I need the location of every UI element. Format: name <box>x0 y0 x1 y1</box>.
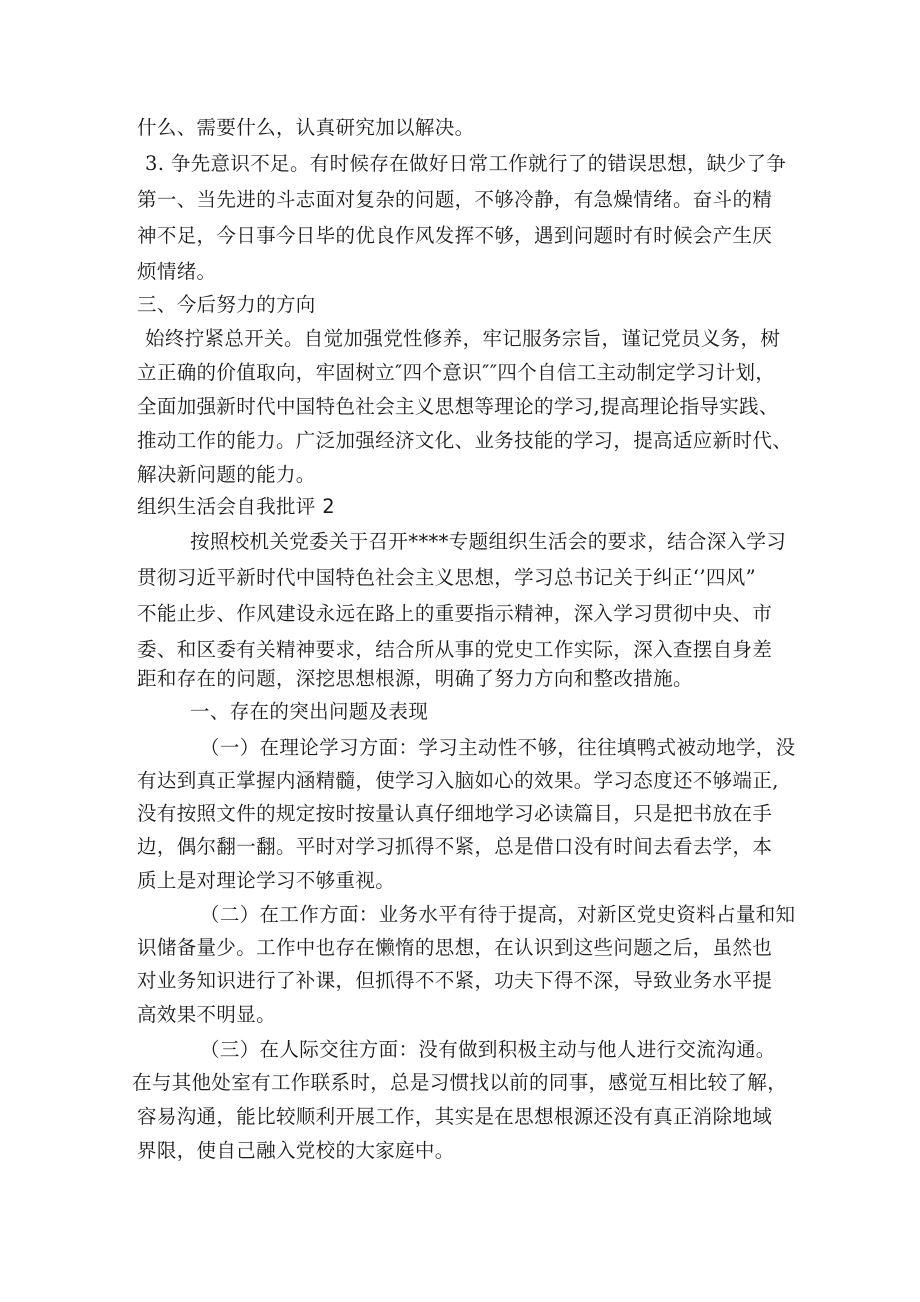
text-line: 立正确的价值取向，牢固树立″四个意识″″四个自信工主动制定学习计划， <box>137 361 776 384</box>
text-line: （三）在人际交往方面：没有做到积极主动与他人进行交流沟通。 <box>200 1038 776 1061</box>
text-line: 容易沟通，能比较顺利开展工作，其实是在思想根源还没有真正消除地域 <box>137 1105 773 1128</box>
text-line: 质上是对理论学习不够重视。 <box>137 869 396 892</box>
text-line: 高效果不明显。 <box>137 1003 276 1026</box>
text-line: 不能止步、作风建设永远在路上的重要指示精神，深入学习贯彻中央、市 <box>137 602 773 625</box>
text-line: 识储备量少。工作中也存在懒惰的思想，在认识到这些问题之后，虽然也 <box>137 936 773 959</box>
text-line: 有达到真正掌握内涵精髓，使学习入脑如心的效果。学习态度还不够端正, <box>137 769 779 792</box>
text-line: 委、和区委有关精神要求，结合所从事的党史工作实际，深入查摆自身差 <box>137 638 773 661</box>
text-line: 神不足，今日事今日毕的优良作风发挥不够，遇到问题时有时候会产生厌 <box>137 224 773 247</box>
text-line: 按照校机关党委关于召开****专题组织生活会的要求，结合深入学习 <box>190 530 787 553</box>
document-title: 组织生活会自我批评 2 <box>137 495 335 518</box>
text-line: 始终拧紧总开关。自觉加强党性修养，牢记服务宗旨，谨记党员义务，树 <box>145 327 781 350</box>
text-line: 边，偶尔翻一翻。平时对学习抓得不紧，总是借口没有时间去看去学，本 <box>137 835 773 858</box>
text-line: 全面加强新时代中国特色社会主义思想等理论的学习,提高理论指导实践、 <box>137 395 779 418</box>
text-line: 贯彻习近平新时代中国特色社会主义思想，学习总书记关于纠正‘’四风” <box>137 566 756 589</box>
text-line: 界限，使自己融入党校的大家庭中。 <box>137 1139 455 1162</box>
text-line: 在与其他处室有工作联系时，总是习惯找以前的同事，感觉互相比较了解， <box>132 1071 788 1094</box>
text-line: 对业务知识进行了补课，但抓得不不紧，功夫下得不深，导致业务水平提 <box>137 969 773 992</box>
text-line: （二）在工作方面：业务水平有待于提高，对新区党史资料占量和知 <box>200 903 796 926</box>
text-line: 第一、当先进的斗志面对复杂的问题，不够冷静，有急燥情绪。奋斗的精 <box>137 188 773 211</box>
text-line: 推动工作的能力。广泛加强经济文化、业务技能的学习，提高适应新时代、 <box>137 429 793 452</box>
text-line: （一）在理论学习方面：学习主动性不够，往往填鸭式被动地学，没 <box>200 736 796 759</box>
text-line: 烦情绪。 <box>137 260 217 283</box>
text-line: 没有按照文件的规定按时按量认真仔细地学习必读篇目，只是把书放在手 <box>137 802 773 825</box>
section-heading: 一、存在的突出问题及表现 <box>190 700 429 723</box>
text-line: 解决新问题的能力。 <box>137 463 316 486</box>
section-heading: 三、今后努力的方向 <box>137 293 316 316</box>
text-line: 什么、需要什么，认真研究加以解决。 <box>137 116 475 139</box>
text-line: 3. 争先意识不足。有时候存在做好日常工作就行了的错误思想，缺少了争 <box>145 152 787 175</box>
text-line: 距和存在的问题，深挖思想根源，明确了努力方向和整改措施。 <box>137 667 693 690</box>
